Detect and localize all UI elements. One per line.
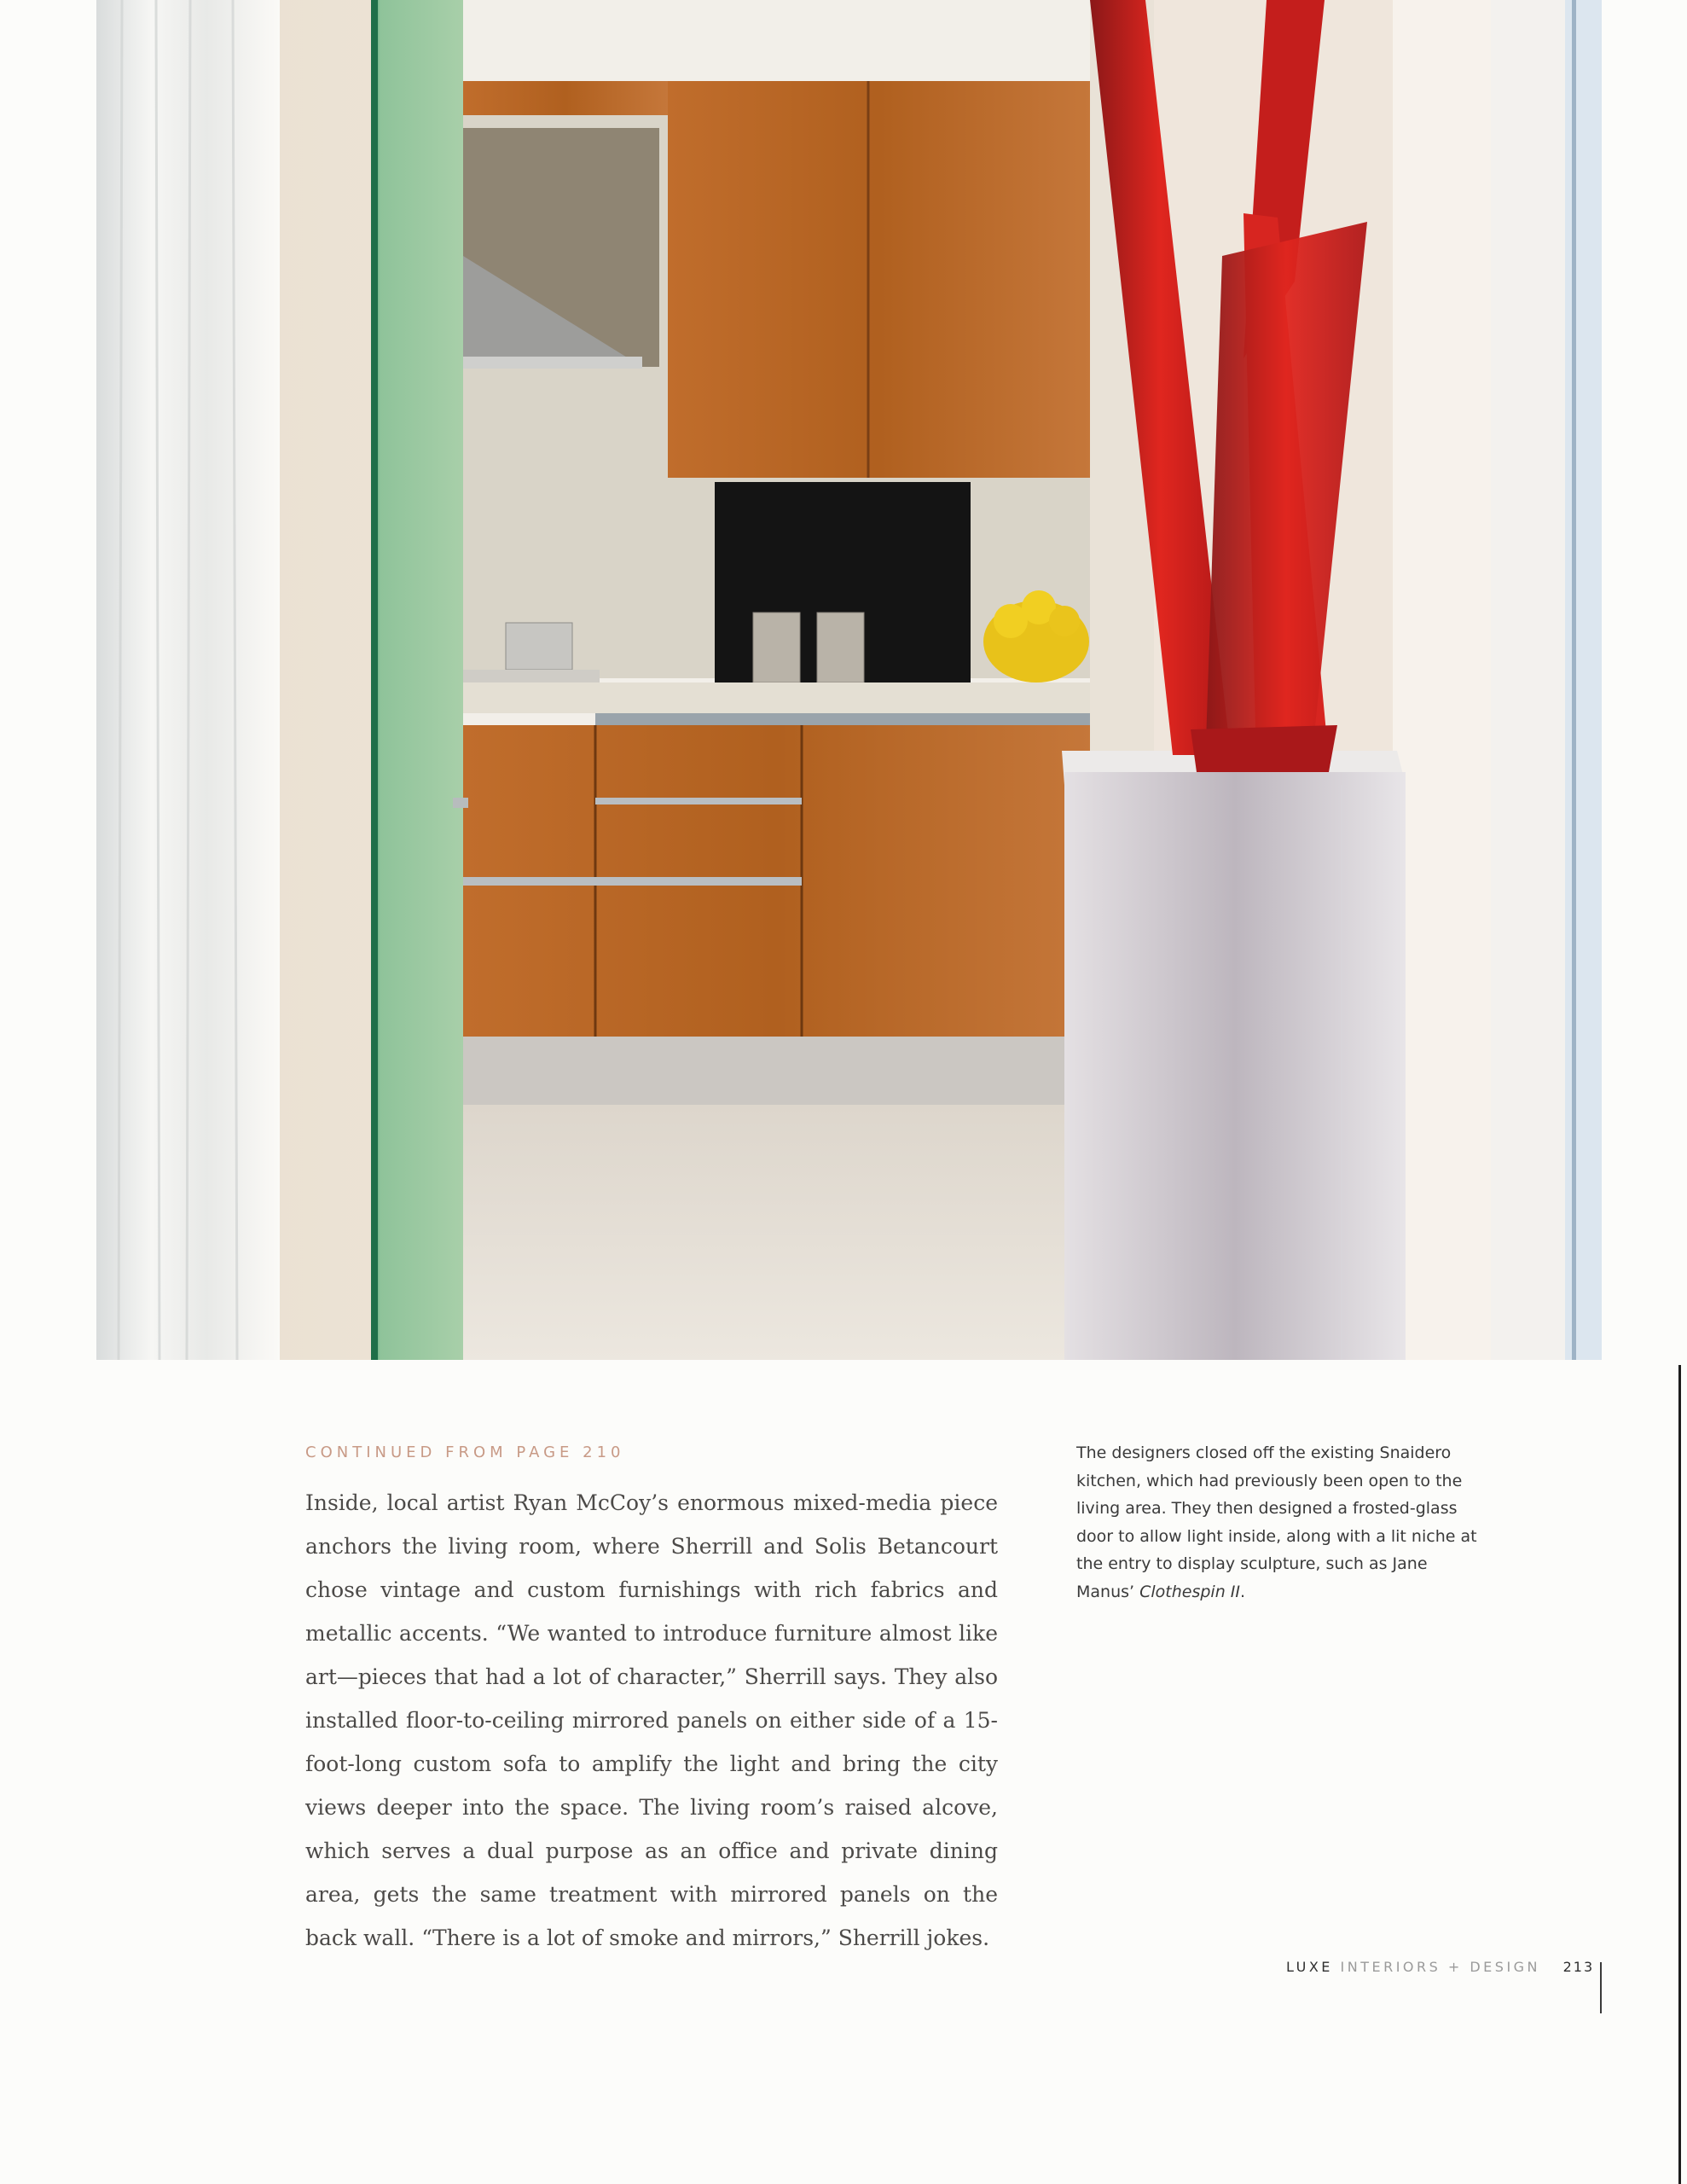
page-footer — [1286, 1959, 1594, 1975]
caption-artwork-title: Clothespin II — [1139, 1582, 1240, 1601]
footer-rule — [1600, 1962, 1602, 2013]
page-number: 213 — [1562, 1959, 1595, 1975]
page-edge-rule — [1678, 1365, 1681, 2184]
magazine-brand: LUXE — [1286, 1959, 1333, 1975]
article-body: Inside, local artist Ryan McCoy’s enormous mixed-media piece anchors the living room, where Sherrill and Solis Betancourt chose vintage and custom furnishings with rich fabrics and metallic accents. “We wanted to introduce furniture almost like art—pieces that had a lot of character,” Sherrill says. They also installed floor-to-ceiling mirrored panels on either side of a 15-foot-long custom sofa to amplify the light and bring the city views deeper into the space. The living room’s raised alcove, which serves a dual purpose as an office and private dining area, gets the same treatment with mirrored panels on the back wall. “There is a lot of smoke and mirrors,” Sherrill jokes. — [305, 1490, 998, 1950]
caption-end: . — [1240, 1582, 1246, 1601]
kitchen-photo — [96, 0, 1602, 1360]
continued-from-label: CONTINUED FROM PAGE 210 — [305, 1443, 625, 1461]
caption-text: The designers closed off the existing Snaidero kitchen, which had previously been open to the living area. They then designed a frosted-glass door to allow light inside, along with a lit niche at the entry to display sculpture, such as Jane Manus’ — [1076, 1443, 1477, 1601]
photo-caption — [1076, 1439, 1477, 1606]
magazine-brand-rest: INTERIORS + DESIGN — [1340, 1959, 1541, 1975]
